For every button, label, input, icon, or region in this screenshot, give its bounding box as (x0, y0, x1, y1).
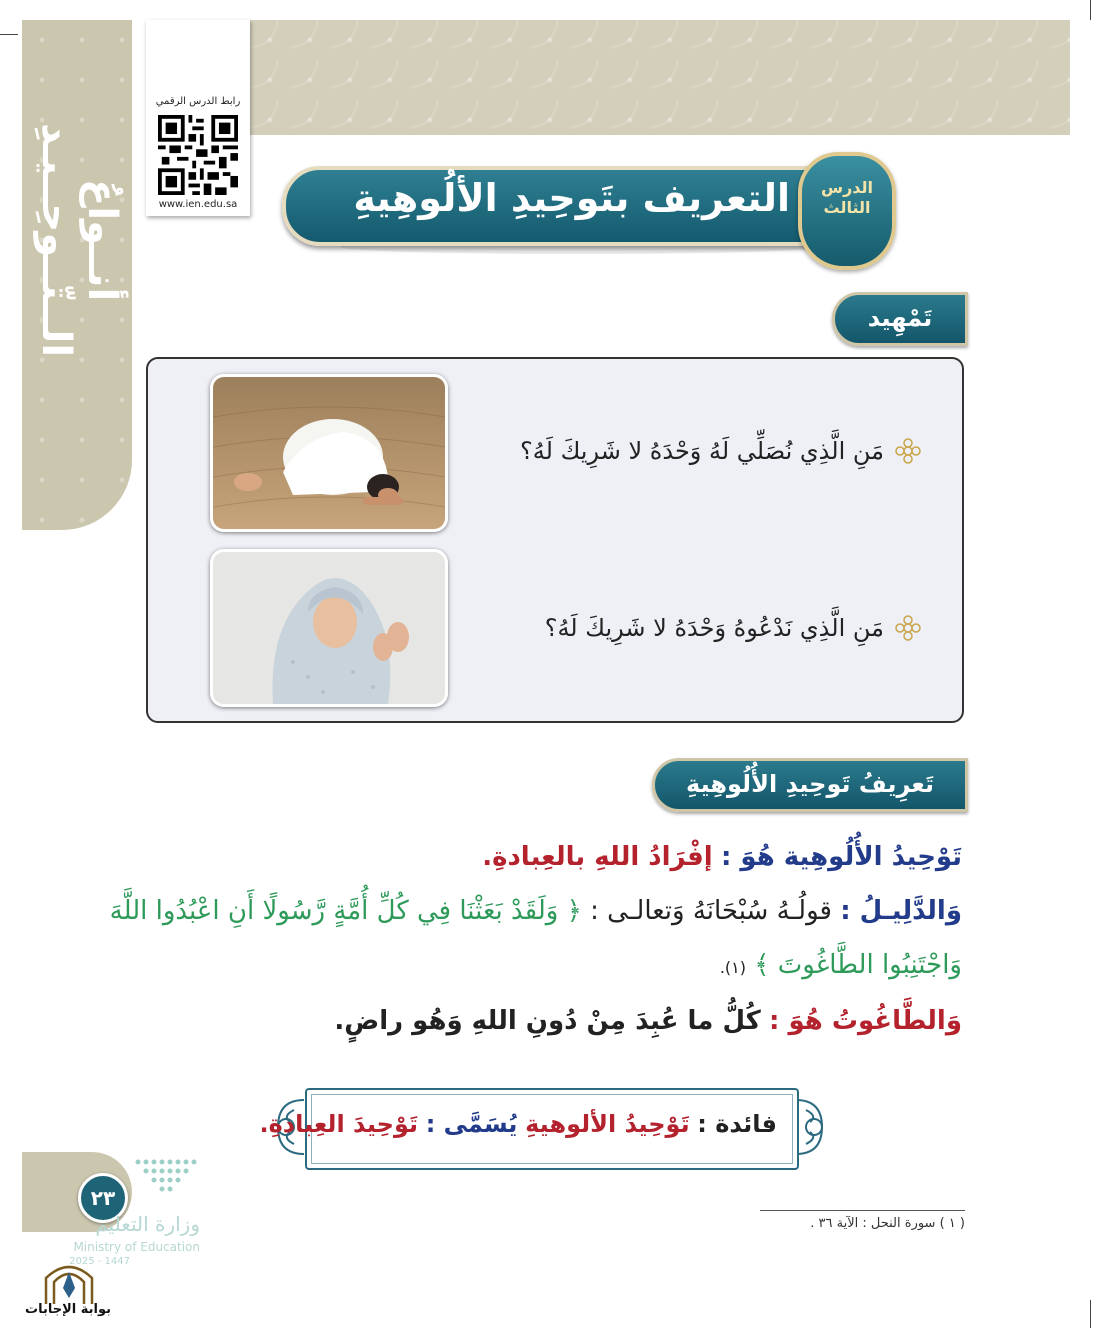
intro-question-2 (545, 614, 922, 642)
lesson-badge-label (802, 178, 892, 218)
taghut-definition: كُلُّ ما عُبِدَ مِنْ دُونِ اللهِ وَهُو راضٍ. (334, 1006, 761, 1036)
definition-section-header: تَعرِيفُ تَوحِيدِ الأُلُوهِيةِ (652, 758, 968, 812)
evidence-intro: قولُـهُ سُبْحَانَهُ وَتعالـى : (590, 896, 832, 926)
ministry-dots-logo-icon (128, 1156, 198, 1196)
tawheed-definition: إفْرَادُ اللهِ بالعِبادةِ. (482, 842, 713, 872)
qr-url[interactable]: www.ien.edu.sa (158, 199, 238, 210)
benefit-frame (259, 1088, 799, 1170)
crop-mark (1090, 0, 1091, 20)
question-2-text: مَنِ الَّذِي نَدْعُوهُ وَحْدَهُ لا شَرِيكَ لَهُ؟ (544, 614, 884, 642)
benefit-label: فائدة : (697, 1110, 777, 1138)
lesson-number-badge (798, 152, 896, 270)
lesson-badge-line1: الدرس (820, 178, 874, 197)
quran-verse-part1: ﴿ وَلَقَدْ بَعَثْنَا فِي كُلِّ أُمَّةٍ رَّسُولًا أَنِ اعْبُدُوا اللَّهَ (109, 896, 582, 926)
verse-continuation-line (720, 950, 962, 980)
answers-gate-logo-icon (40, 1258, 98, 1306)
benefit-verb: يُسَمَّى : (425, 1110, 518, 1138)
taghut-definition-line (334, 1006, 962, 1036)
lesson-title-banner (282, 166, 850, 246)
page-number: ٢٣ (78, 1173, 128, 1223)
lesson-badge-line2: الثالث (823, 198, 871, 217)
evidence-line (110, 896, 962, 926)
intro-question-1 (520, 437, 922, 465)
crop-mark (1090, 1300, 1091, 1328)
taghut-term: وَالطَّاغُوتُ هُوَ : (769, 1006, 962, 1036)
quran-verse-part2: وَاجْتَنِبُوا الطَّاغُوتَ ﴾ (754, 950, 962, 980)
unit-title-vertical: أنــواعُ الــتّــوحِــيـدِ (33, 122, 125, 358)
benefit-term: تَوْحِيدُ الألوهيةِ (525, 1110, 690, 1138)
footnote-rule (760, 1210, 965, 1211)
header-pattern-band (250, 20, 1070, 135)
ministry-year: 2025 - 1447 (69, 1256, 130, 1267)
answers-gate-text: بوابة الإجابات (25, 1302, 111, 1317)
evidence-label: وَالدَّلِيـلُ : (840, 896, 962, 926)
ministry-name-english: Ministry of Education (73, 1240, 200, 1254)
benefit-text (259, 1110, 777, 1138)
crop-mark (0, 34, 18, 35)
footnote: ( ١ ) سورة النحل : الآية ٣٦ . (810, 1216, 965, 1231)
qr-code-icon[interactable] (158, 115, 238, 195)
footnote-reference: (١). (719, 958, 747, 977)
question-1-text: مَنِ الَّذِي نُصَلِّي لَهُ وَحْدَهُ لا شَرِيكَ لَهُ؟ (520, 437, 884, 465)
tawheed-term: تَوْحِيدُ الأُلُوهِية هُوَ : (720, 842, 962, 872)
qr-card[interactable] (146, 20, 250, 216)
qr-label: رابط الدرس الرقمي (155, 96, 241, 107)
benefit-value: تَوْحِيدَ العِبادةِ. (259, 1110, 419, 1138)
definition-line (482, 842, 962, 872)
intro-section-header: تَمْهِيد (832, 292, 968, 346)
intro-box (146, 357, 964, 723)
lesson-title: التعريف بتَوحِيدِ الألُوهِيةِ (353, 176, 790, 220)
flower-bullet-icon (894, 437, 922, 465)
ministry-name-arabic: وزارة التعليم (95, 1212, 200, 1236)
photo-girl-supplicating (210, 549, 448, 707)
photo-boy-prostrating (210, 374, 448, 532)
flower-bullet-icon (894, 614, 922, 642)
